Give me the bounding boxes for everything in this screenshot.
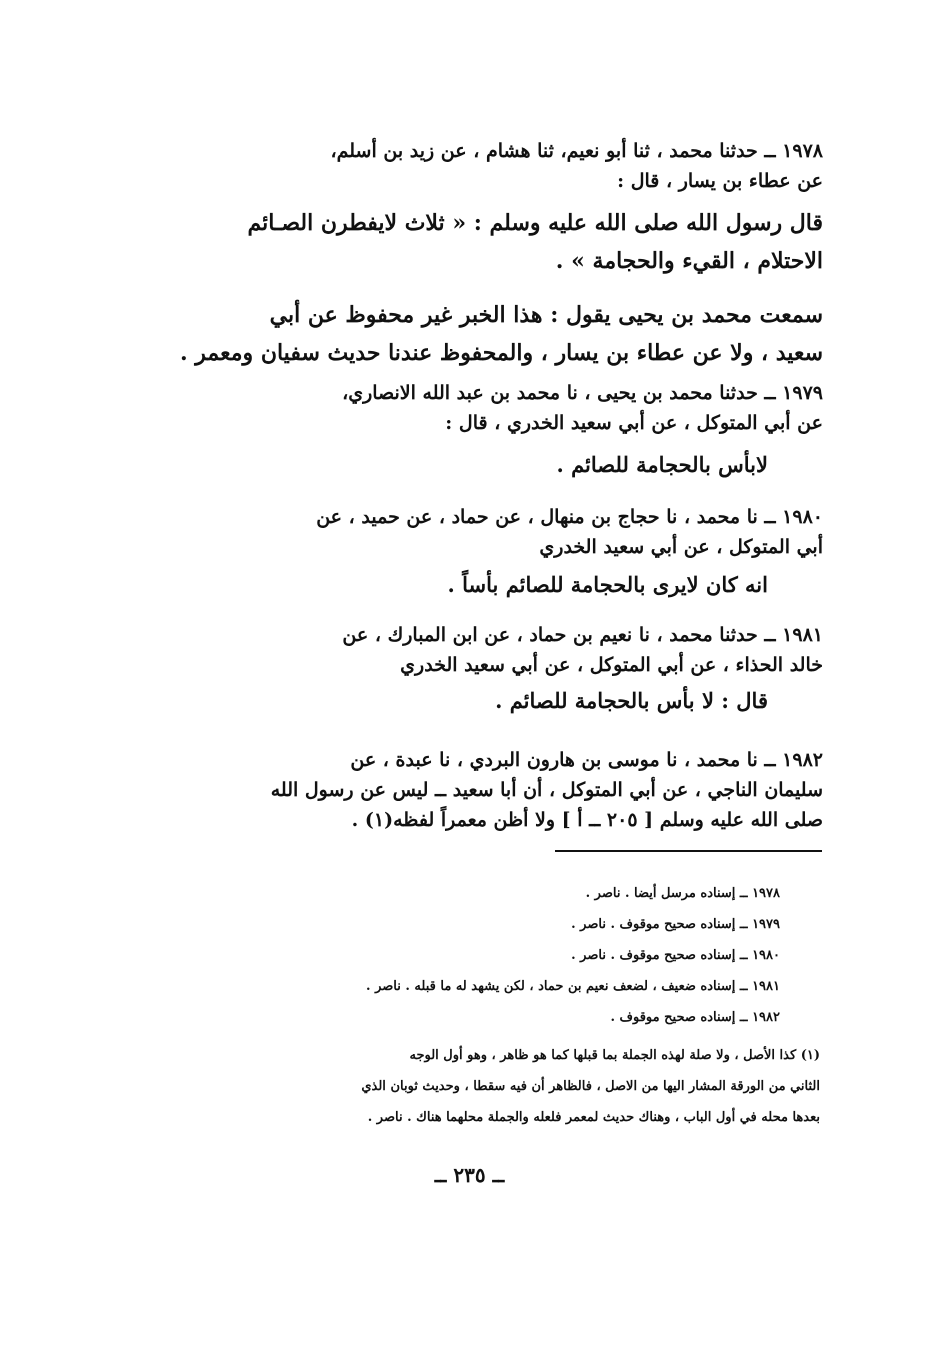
notes-list	[200, 878, 780, 1033]
text-line: بعدها محله في أول الباب ، وهناك حديث لمعمر فلعله والجملة محلهما هناك . ناصر .	[367, 1110, 820, 1125]
text-line: سمعت محمد بن يحيى يقول : هذا الخبر غير محفوظ عن أبي	[269, 302, 823, 328]
note-item: ١٩٧٩ ــ إسناده صحيح موقوف . ناصر .	[571, 917, 780, 932]
text-line: (١) كذا الأصل ، ولا صلة لهذه الجملة بما قبلها كما هو ظاهر ، وهو أول الوجه	[409, 1048, 820, 1063]
text-line: الاحتلام ، القيء والحجامة » .	[555, 248, 823, 274]
text-line: ١٩٨٠ ــ نا محمد ، نا حجاج بن منهال ، عن حماد ، عن حميد ، عن	[316, 506, 823, 528]
note-item: ١٩٨٢ ــ إسناده صحيح موقوف .	[610, 1010, 780, 1025]
text-line: ١٩٨١ ــ حدثنا محمد ، نا نعيم بن حماد ، عن ابن المبارك ، عن	[342, 624, 823, 646]
footnote	[190, 1040, 820, 1133]
hadith-1979-isnad	[180, 378, 823, 438]
text-line: عن عطاء بن يسار ، قال :	[617, 170, 823, 192]
hadith-1980-text: انه كان لايرى بالحجامة للصائم بأساً .	[447, 572, 768, 597]
note-item: ١٩٨١ ــ إسناده ضعيف ، لضعف نعيم بن حماد ، لكن يشهد له ما قبله . ناصر .	[366, 979, 780, 994]
note-item: ١٩٧٨ ــ إسناده مرسل أيضا . ناصر .	[585, 886, 780, 901]
text-line: ١٩٧٩ ــ حدثنا محمد بن يحيى ، نا محمد بن عبد الله الانصاري،	[342, 382, 823, 404]
hadith-1978-text	[180, 204, 823, 280]
text-line: قال رسول الله صلى الله عليه وسلم : « ثلاث لايفطرن الصـائم	[247, 210, 823, 236]
text-line: صلى الله عليه وسلم [ ٢٠٥ ــ أ ] ولا أظن معمراً لفظه(١) .	[351, 809, 823, 831]
hadith-1979-text: لابأس بالحجامة للصائم .	[556, 452, 768, 477]
page-number: ــ ٢٣٥ ــ	[434, 1163, 505, 1187]
text-line: سليمان الناجي ، عن أبي المتوكل ، أن أبا سعيد ــ ليس عن رسول الله	[270, 779, 823, 801]
hadith-1981-isnad	[180, 620, 823, 680]
note-item: ١٩٨٠ ــ إسناده صحيح موقوف . ناصر .	[571, 948, 780, 963]
hadith-1978-comment	[180, 296, 823, 372]
text-line: ١٩٨٢ ــ نا محمد ، نا موسى بن هارون البردي ، نا عبدة ، عن	[350, 749, 823, 771]
hadith-1978-isnad	[180, 136, 823, 196]
text-line: خالد الحذاء ، عن أبي المتوكل ، عن أبي سعيد الخدري	[400, 654, 823, 676]
hadith-1980-isnad	[180, 502, 823, 562]
text-line: الثاني من الورقة المشار اليها من الاصل ، فالظاهر أن فيه سقطا ، وحديث ثوبان الذي	[361, 1079, 820, 1094]
hadith-1982	[180, 745, 823, 835]
footnote-separator	[555, 850, 822, 852]
hadith-1981-text: قال : لا بأس بالحجامة للصائم .	[495, 688, 768, 713]
text-line: عن أبي المتوكل ، عن أبي سعيد الخدري ، قال :	[445, 412, 823, 434]
text-line: سعيد ، ولا عن عطاء بن يسار ، والمحفوظ عندنا حديث سفيان ومعمر .	[179, 340, 823, 366]
text-line: ١٩٧٨ ــ حدثنا محمد ، ثنا أبو نعيم، ثنا هشام ، عن زيد بن أسلم،	[330, 140, 823, 162]
text-line: أبي المتوكل ، عن أبي سعيد الخدري	[539, 536, 823, 558]
